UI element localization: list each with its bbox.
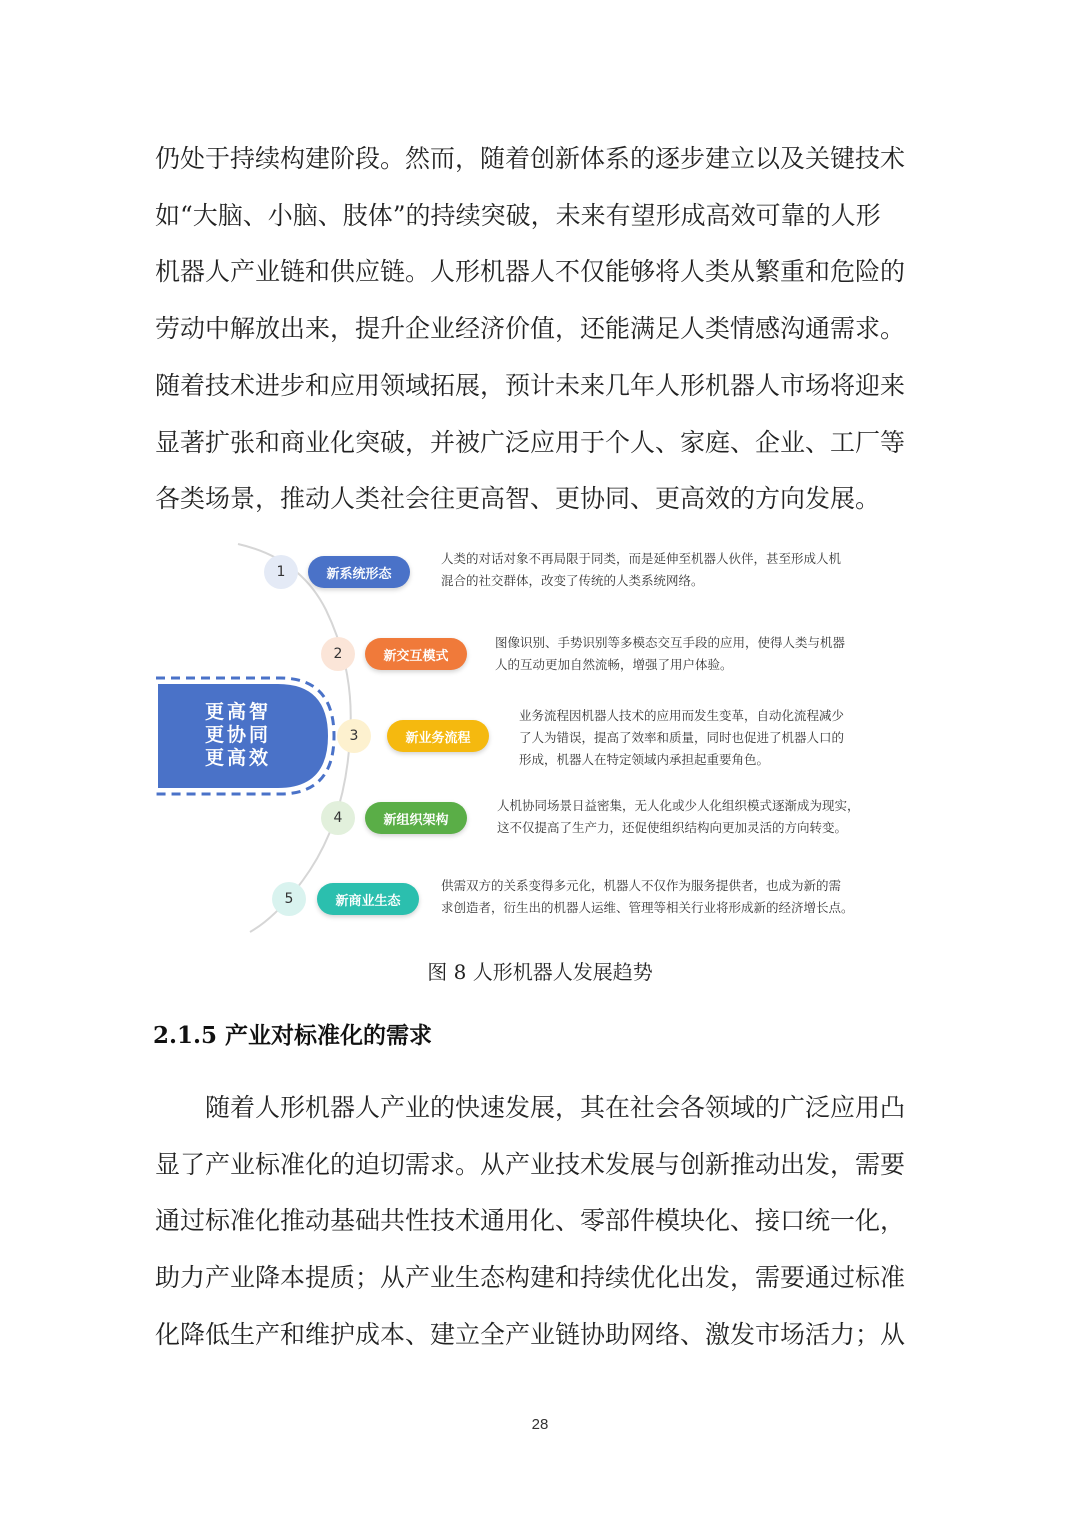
item-description [441,548,841,592]
item-description [497,795,860,839]
center-line: 更协同 [204,724,271,746]
description-line: 人类的对话对象不再局限于同类，而是延伸至机器人伙伴，甚至形成人机 [441,551,842,566]
paragraph-line: 如“大脑、小脑、肢体”的持续突破，未来有望形成高效可靠的人形 [155,200,881,230]
item-label-pill: 新交互模式 [365,638,467,670]
description-line: 人的互动更加自然流畅，增强了用户体验。 [495,657,733,672]
paragraph-line: 化降低生产和维护成本、建立全产业链协助网络、激发市场活力；从 [155,1319,906,1349]
page-number: 28 [531,1416,549,1433]
description-line: 这不仅提高了生产力，还促使组织结构向更加灵活的方向转变。 [497,820,848,835]
item-number-badge: 5 [272,882,306,916]
paragraph-line: 机器人产业链和供应链。人形机器人不仅能够将人类从繁重和危险的 [155,257,906,287]
center-line: 更高智 [204,701,271,723]
description-line: 人机协同场景日益密集，无人化或少人化组织模式逐渐成为现实， [497,798,860,813]
item-description [495,632,845,676]
paragraph-line: 劳动中解放出来，提升企业经济价值，还能满足人类情感沟通需求。 [155,314,906,344]
paragraph-line: 显著扩张和商业化突破，并被广泛应用于个人、家庭、企业、工厂等 [155,427,906,457]
item-label-pill: 新业务流程 [387,720,489,752]
item-number-badge: 2 [321,637,355,671]
body-paragraph-2 [155,1080,925,1364]
item-number-badge: 4 [321,801,355,835]
body-paragraph-1 [155,131,925,528]
item-description [519,705,844,771]
description-line: 供需双方的关系变得多元化，机器人不仅作为服务提供者，也成为新的需 [441,878,842,893]
item-label-pill: 新商业生态 [317,883,419,915]
paragraph-line: 仍处于持续构建阶段。然而，随着创新体系的逐步建立以及关键技术 [155,144,906,173]
center-label [158,684,318,787]
item-description [441,875,854,919]
item-number-badge: 3 [337,719,371,753]
description-line: 业务流程因机器人技术的应用而发生变革，自动化流程减少 [519,708,845,723]
section-heading: 2.1.5 产业对标准化的需求 [153,1022,433,1049]
item-label-pill: 新组织架构 [365,802,467,834]
development-trend-diagram [150,540,930,940]
description-line: 求创造者，衍生出的机器人运维、管理等相关行业将形成新的经济增长点。 [441,900,854,915]
paragraph-line: 助力产业降本提质；从产业生态构建和持续优化出发，需要通过标准 [155,1263,906,1293]
paragraph-line: 随着技术进步和应用领域拓展，预计未来几年人形机器人市场将迎来 [155,370,906,400]
paragraph-line: 通过标准化推动基础共性技术通用化、零部件模块化、接口统一化， [155,1206,906,1236]
item-label-pill: 新系统形态 [308,556,410,588]
description-line: 形成，机器人在特定领域内承担起重要角色。 [519,752,770,767]
center-line: 更高效 [204,747,271,769]
description-line: 图像识别、手势识别等多模态交互手段的应用，使得人类与机器 [495,635,846,650]
paragraph-line: 各类场景，推动人类社会往更高智、更协同、更高效的方向发展。 [155,484,881,514]
figure-caption: 图 8 人形机器人发展趋势 [427,960,653,984]
description-line: 了人为错误，提高了效率和质量，同时也促进了机器人口的 [519,730,845,745]
description-line: 混合的社交群体，改变了传统的人类系统网络。 [441,573,704,588]
paragraph-line: 随着人形机器人产业的快速发展，其在社会各领域的广泛应用凸 [205,1093,906,1122]
paragraph-line: 显了产业标准化的迫切需求。从产业技术发展与创新推动出发，需要 [155,1149,906,1179]
item-number-badge: 1 [264,555,298,589]
